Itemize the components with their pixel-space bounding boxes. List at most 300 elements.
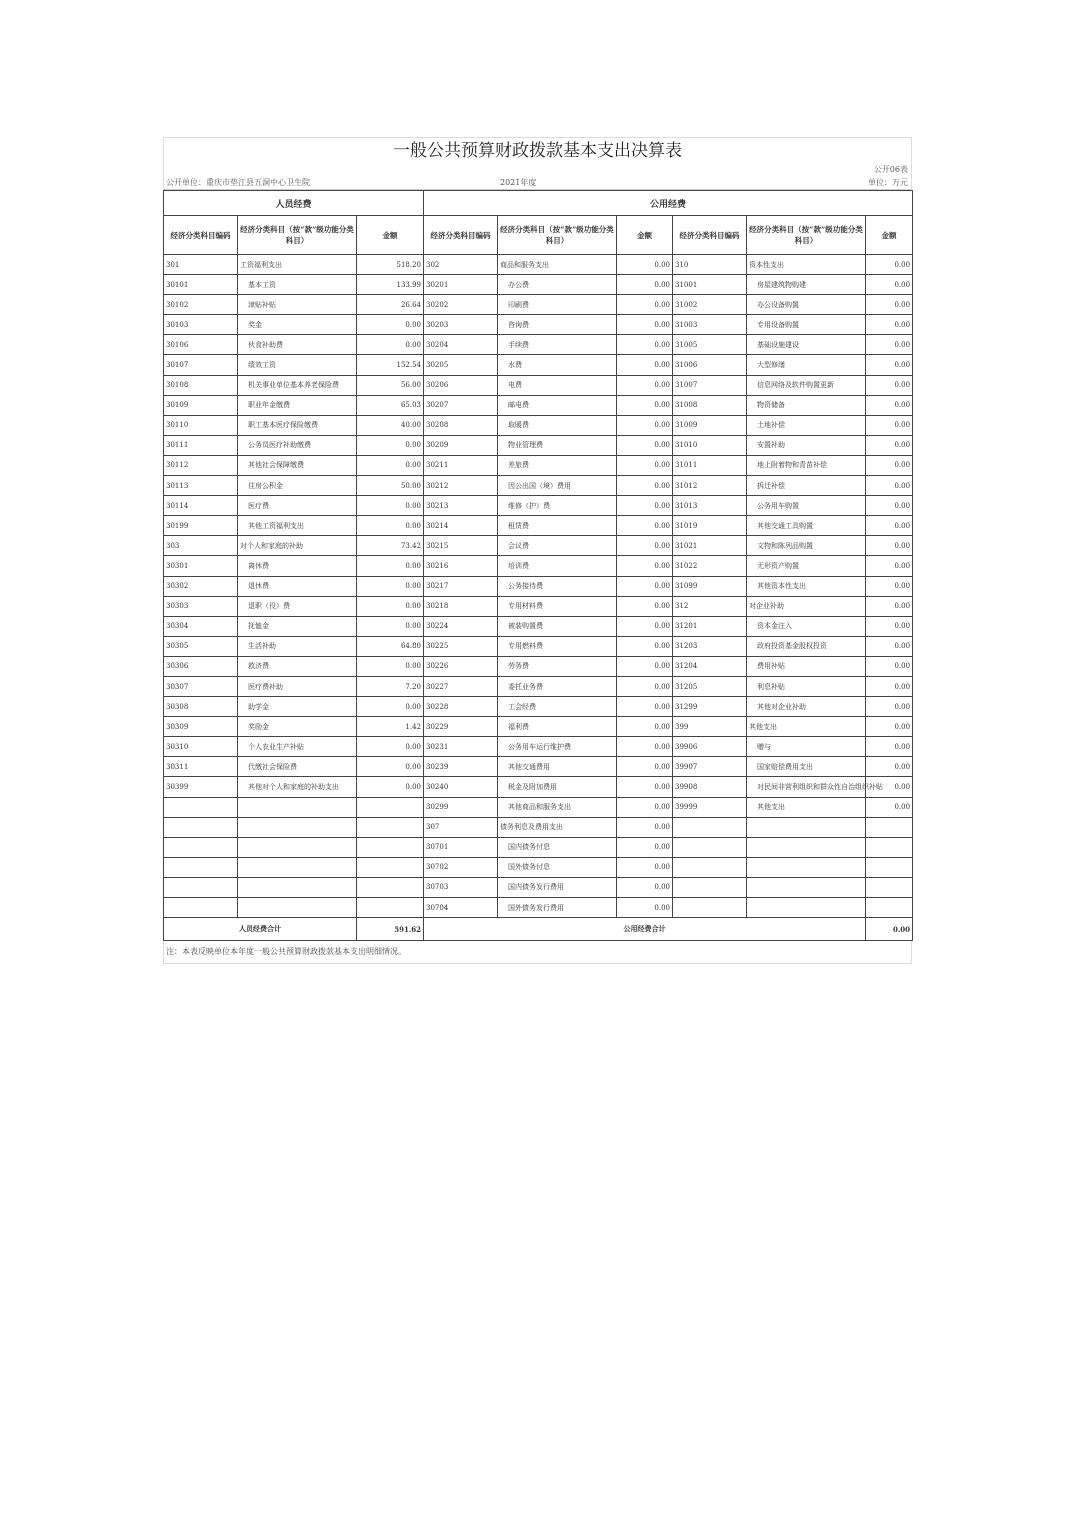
cell-name: 会议费 [498,536,617,556]
cell-amount: 0.00 [357,757,424,777]
cell-name: 文物和陈列品购置 [747,536,866,556]
expenditure-table [163,190,913,941]
cell-name: 电费 [498,375,617,395]
cell-amount: 152.54 [357,355,424,375]
cell-name: 奖励金 [238,717,357,737]
cell-code: 31005 [673,335,747,355]
cell-name: 公务用车购置 [747,496,866,516]
cell-amount: 0.00 [617,717,673,737]
cell-code: 30225 [424,636,498,656]
cell-amount: 0.00 [357,737,424,757]
cell-code: 30240 [424,777,498,797]
cell-amount: 0.00 [617,455,673,475]
cell-amount [357,857,424,877]
cell-code: 39907 [673,757,747,777]
cell-name [747,877,866,897]
header-name: 经济分类科目（按“款”级功能分类科目） [498,216,617,255]
cell-code: 30107 [164,355,238,375]
cell-code: 30112 [164,455,238,475]
cell-amount: 0.00 [866,375,913,395]
table-row [164,777,913,797]
cell-code: 39906 [673,737,747,757]
cell-code: 30231 [424,737,498,757]
table-row [164,898,913,918]
cell-amount [357,817,424,837]
cell-name: 医疗费 [238,496,357,516]
cell-name: 费用补贴 [747,656,866,676]
cell-code: 30227 [424,676,498,696]
table-row [164,616,913,636]
cell-name: 维修（护）费 [498,496,617,516]
table-row [164,355,913,375]
cell-name: 国外债务付息 [498,857,617,877]
cell-name: 伙食补助费 [238,335,357,355]
table-row [164,837,913,857]
cell-name: 助学金 [238,697,357,717]
cell-code: 399 [673,717,747,737]
cell-name: 其他交通费用 [498,757,617,777]
table-row [164,757,913,777]
cell-amount: 0.00 [357,496,424,516]
cell-name: 工资福利支出 [238,255,357,275]
cell-amount: 56.00 [357,375,424,395]
cell-name: 物资储备 [747,395,866,415]
cell-amount: 0.00 [617,335,673,355]
cell-amount: 0.00 [866,656,913,676]
cell-amount: 0.00 [617,797,673,817]
cell-code: 30217 [424,576,498,596]
cell-name: 商品和服务支出 [498,255,617,275]
cell-name: 国内债务发行费用 [498,877,617,897]
table-row [164,857,913,877]
header-code: 经济分类科目编码 [164,216,238,255]
table-row [164,335,913,355]
cell-name: 无形资产购置 [747,556,866,576]
cell-code: 31003 [673,315,747,335]
cell-amount: 0.00 [617,375,673,395]
cell-amount: 26.64 [357,295,424,315]
public-total-label: 公用经费合计 [424,918,866,941]
cell-amount: 0.00 [866,435,913,455]
cell-name: 救济费 [238,656,357,676]
cell-amount: 133.99 [357,275,424,295]
cell-name [747,837,866,857]
cell-name: 赠与 [747,737,866,757]
cell-name: 债务利息及费用支出 [498,817,617,837]
table-row [164,636,913,656]
cell-code: 30207 [424,395,498,415]
cell-amount: 0.00 [617,777,673,797]
cell-code: 30302 [164,576,238,596]
cell-code: 31007 [673,375,747,395]
cell-name: 其他工资福利支出 [238,516,357,536]
cell-name: 国家赔偿费用支出 [747,757,866,777]
cell-name: 大型修缮 [747,355,866,375]
cell-code: 30111 [164,435,238,455]
cell-amount: 0.00 [866,315,913,335]
cell-name: 个人农业生产补贴 [238,737,357,757]
cell-name: 退休费 [238,576,357,596]
unit-info-row [163,175,912,190]
table-row [164,556,913,576]
cell-code: 31203 [673,636,747,656]
cell-name: 资本性支出 [747,255,866,275]
cell-amount: 0.00 [617,275,673,295]
cell-amount: 0.00 [866,636,913,656]
cell-code: 30399 [164,777,238,797]
cell-code: 30306 [164,656,238,676]
cell-code: 31019 [673,516,747,536]
cell-name [747,857,866,877]
cell-name: 其他支出 [747,717,866,737]
form-number: 公开06表 [873,165,908,174]
column-header-row [164,216,913,255]
table-row [164,435,913,455]
header-amount: 金额 [617,216,673,255]
cell-name: 培训费 [498,556,617,576]
cell-name: 因公出国（境）费用 [498,476,617,496]
cell-name: 津贴补贴 [238,295,357,315]
cell-name: 国外债务发行费用 [498,898,617,918]
cell-name: 邮电费 [498,395,617,415]
cell-name: 绩效工资 [238,355,357,375]
public-total-value: 0.00 [866,918,913,941]
cell-amount: 0.00 [617,295,673,315]
table-row [164,496,913,516]
cell-amount: 0.00 [866,777,913,797]
cell-code: 31204 [673,656,747,676]
cell-name: 拆迁补偿 [747,476,866,496]
cell-name: 租赁费 [498,516,617,536]
header-name: 经济分类科目（按“款”级功能分类科目） [238,216,357,255]
form-number-row [163,164,912,175]
cell-code [673,857,747,877]
cell-code: 31205 [673,676,747,696]
cell-name: 利息补贴 [747,676,866,696]
cell-amount: 0.00 [617,757,673,777]
cell-amount: 0.00 [866,596,913,616]
cell-amount: 50.00 [357,476,424,496]
cell-amount: 0.00 [357,596,424,616]
cell-amount: 0.00 [617,355,673,375]
cell-amount: 0.00 [866,737,913,757]
cell-amount: 0.00 [617,737,673,757]
cell-amount [866,817,913,837]
cell-amount: 0.00 [866,516,913,536]
cell-amount: 0.00 [617,596,673,616]
cell-code: 31008 [673,395,747,415]
cell-amount: 0.00 [617,315,673,335]
table-row [164,697,913,717]
cell-amount [357,898,424,918]
cell-name: 福利费 [498,717,617,737]
table-row [164,395,913,415]
cell-amount: 40.00 [357,415,424,435]
cell-code: 30103 [164,315,238,335]
table-row [164,737,913,757]
cell-name: 税金及附加费用 [498,777,617,797]
cell-amount: 0.00 [357,435,424,455]
cell-code: 31009 [673,415,747,435]
cell-amount: 0.00 [617,636,673,656]
table-row [164,295,913,315]
cell-code: 30209 [424,435,498,455]
cell-name: 代缴社会保险费 [238,757,357,777]
cell-name: 奖金 [238,315,357,335]
cell-name: 基础设施建设 [747,335,866,355]
cell-amount [357,877,424,897]
fiscal-year: 2021年度 [500,178,537,187]
cell-code: 30109 [164,395,238,415]
section-personnel: 人员经费 [164,191,424,216]
header-amount: 金额 [357,216,424,255]
cell-code: 30301 [164,556,238,576]
cell-code: 310 [673,255,747,275]
cell-code: 303 [164,536,238,556]
cell-name: 委托业务费 [498,676,617,696]
cell-code: 31021 [673,536,747,556]
table-row [164,536,913,556]
cell-amount: 0.00 [357,576,424,596]
budget-expenditure-sheet [163,137,912,964]
cell-code: 31201 [673,616,747,636]
cell-amount: 0.00 [866,455,913,475]
cell-amount: 0.00 [617,616,673,636]
cell-amount [866,857,913,877]
cell-code: 301 [164,255,238,275]
cell-code: 30113 [164,476,238,496]
cell-name: 咨询费 [498,315,617,335]
cell-name [238,837,357,857]
cell-amount: 0.00 [617,395,673,415]
cell-code: 31006 [673,355,747,375]
cell-amount: 0.00 [617,556,673,576]
personnel-total-label: 人员经费合计 [164,918,357,941]
cell-name: 政府投资基金股权投资 [747,636,866,656]
cell-name [238,857,357,877]
cell-code: 30310 [164,737,238,757]
cell-name [238,817,357,837]
cell-code: 30307 [164,676,238,696]
cell-name: 安置补助 [747,435,866,455]
cell-code: 30308 [164,697,238,717]
cell-name: 医疗费补助 [238,676,357,696]
cell-name [238,877,357,897]
cell-name: 退职（役）费 [238,596,357,616]
cell-name: 差旅费 [498,455,617,475]
cell-code: 31299 [673,697,747,717]
cell-code: 30226 [424,656,498,676]
cell-code [164,877,238,897]
reporting-unit: 公开单位：重庆市垫江县五洞中心卫生院 [166,178,310,187]
cell-amount: 0.00 [866,295,913,315]
cell-code: 30305 [164,636,238,656]
cell-name: 办公费 [498,275,617,295]
cell-amount: 0.00 [617,817,673,837]
table-row [164,576,913,596]
cell-name: 专用燃料费 [498,636,617,656]
cell-name: 其他支出 [747,797,866,817]
table-row [164,877,913,897]
cell-amount: 0.00 [866,496,913,516]
cell-name: 其他对企业补助 [747,697,866,717]
cell-code: 30214 [424,516,498,536]
cell-amount: 73.42 [357,536,424,556]
table-row [164,476,913,496]
table-body [164,255,913,918]
cell-code: 31001 [673,275,747,295]
table-row [164,255,913,275]
cell-amount: 0.00 [357,335,424,355]
cell-code: 30102 [164,295,238,315]
table-row [164,797,913,817]
header-amount: 金额 [866,216,913,255]
cell-code: 30212 [424,476,498,496]
cell-code: 30239 [424,757,498,777]
cell-amount: 0.00 [617,857,673,877]
cell-amount: 0.00 [357,777,424,797]
cell-code [164,857,238,877]
cell-name: 办公设备购置 [747,295,866,315]
cell-name: 生活补助 [238,636,357,656]
cell-name: 国内债务付息 [498,837,617,857]
cell-name: 资本金注入 [747,616,866,636]
cell-code: 30216 [424,556,498,576]
cell-code: 302 [424,255,498,275]
cell-code: 30224 [424,616,498,636]
table-row [164,817,913,837]
cell-code: 39908 [673,777,747,797]
cell-amount: 0.00 [617,877,673,897]
cell-code: 30309 [164,717,238,737]
cell-code: 30199 [164,516,238,536]
cell-name: 其他商品和服务支出 [498,797,617,817]
cell-name: 对企业补助 [747,596,866,616]
header-name: 经济分类科目（按“款”级功能分类科目） [747,216,866,255]
cell-code [164,817,238,837]
cell-name [747,817,866,837]
cell-name: 土地补偿 [747,415,866,435]
cell-amount: 64.80 [357,636,424,656]
cell-code: 30311 [164,757,238,777]
cell-name: 公务用车运行维护费 [498,737,617,757]
cell-amount [866,877,913,897]
cell-amount: 0.00 [617,255,673,275]
cell-code: 31013 [673,496,747,516]
cell-amount: 0.00 [866,275,913,295]
cell-name: 机关事业单位基本养老保险费 [238,375,357,395]
cell-code [673,898,747,918]
cell-name: 职业年金缴费 [238,395,357,415]
cell-code: 312 [673,596,747,616]
cell-code: 30215 [424,536,498,556]
cell-name: 公务员医疗补助缴费 [238,435,357,455]
cell-amount [357,837,424,857]
cell-name: 其他社会保障缴费 [238,455,357,475]
cell-amount: 0.00 [357,556,424,576]
cell-amount: 0.00 [617,837,673,857]
cell-code [164,898,238,918]
cell-amount: 0.00 [866,717,913,737]
cell-name: 物业管理费 [498,435,617,455]
cell-code: 30703 [424,877,498,897]
cell-code: 30205 [424,355,498,375]
cell-amount [357,797,424,817]
cell-amount: 0.00 [866,335,913,355]
cell-amount: 0.00 [617,415,673,435]
cell-code: 30702 [424,857,498,877]
cell-amount: 0.00 [617,536,673,556]
cell-amount: 0.00 [866,415,913,435]
cell-code: 30101 [164,275,238,295]
header-code: 经济分类科目编码 [424,216,498,255]
cell-amount: 0.00 [866,576,913,596]
cell-name: 基本工资 [238,275,357,295]
cell-name: 水费 [498,355,617,375]
cell-name: 职工基本医疗保险缴费 [238,415,357,435]
cell-name: 信息网络及软件购置更新 [747,375,866,395]
cell-amount: 0.00 [617,656,673,676]
cell-code: 30106 [164,335,238,355]
cell-code: 30206 [424,375,498,395]
cell-code: 30203 [424,315,498,335]
cell-code: 31002 [673,295,747,315]
cell-amount: 0.00 [357,516,424,536]
table-row [164,596,913,616]
cell-amount: 1.42 [357,717,424,737]
cell-amount: 0.00 [866,556,913,576]
cell-amount [866,898,913,918]
cell-code [673,837,747,857]
cell-code: 30303 [164,596,238,616]
cell-code [164,797,238,817]
cell-name: 其他对个人和家庭的补助支出 [238,777,357,797]
cell-amount: 0.00 [617,898,673,918]
cell-name: 房屋建筑物购建 [747,275,866,295]
cell-code: 30299 [424,797,498,817]
cell-amount: 0.00 [357,455,424,475]
cell-amount: 0.00 [357,656,424,676]
cell-name: 其他资本性支出 [747,576,866,596]
cell-code: 30208 [424,415,498,435]
cell-amount: 0.00 [617,435,673,455]
cell-name [747,898,866,918]
cell-name: 住房公积金 [238,476,357,496]
cell-code: 30211 [424,455,498,475]
cell-name [238,898,357,918]
money-unit: 单位：万元 [868,178,908,187]
cell-name: 专用设备购置 [747,315,866,335]
table-row [164,676,913,696]
cell-amount: 0.00 [617,496,673,516]
cell-name: 对民间非营利组织和群众性自治组织补贴 [747,777,866,797]
cell-amount: 0.00 [866,757,913,777]
cell-amount: 0.00 [617,576,673,596]
table-row [164,656,913,676]
cell-name [238,797,357,817]
table-note: 注：本表反映单位本年度一般公共预算财政拨款基本支出明细情况。 [163,941,912,964]
cell-code: 30228 [424,697,498,717]
sheet-title: 一般公共预算财政拨款基本支出决算表 [163,137,912,164]
header-code: 经济分类科目编码 [673,216,747,255]
cell-amount: 0.00 [866,255,913,275]
cell-code: 39999 [673,797,747,817]
table-row [164,415,913,435]
table-row [164,455,913,475]
section-public: 公用经费 [424,191,913,216]
cell-amount: 0.00 [866,797,913,817]
cell-code: 31012 [673,476,747,496]
